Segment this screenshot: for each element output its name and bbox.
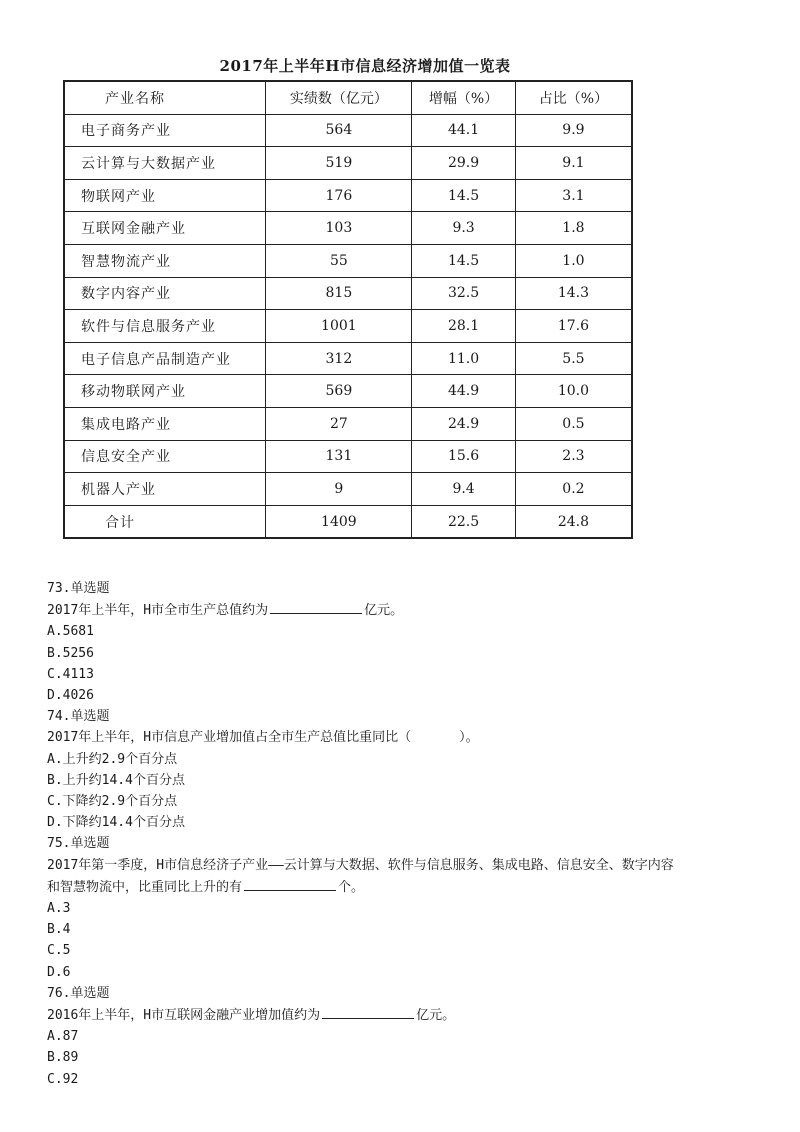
- cell-share: 0.5: [515, 407, 632, 440]
- option-b[interactable]: B.89: [47, 1050, 79, 1066]
- option-d[interactable]: D.6: [47, 964, 71, 980]
- table-row: [64, 212, 632, 245]
- table-row: [64, 473, 632, 506]
- cell-share: 9.1: [515, 147, 632, 180]
- cell-growth: 29.9: [412, 147, 516, 180]
- option-a[interactable]: A.上升约2.9个百分点: [47, 751, 178, 767]
- table-title: 2017年上半年H市信息经济增加值一览表: [219, 57, 511, 75]
- cell-growth: 28.1: [412, 310, 516, 343]
- cell-industry-name: 电子信息产品制造产业: [64, 342, 266, 375]
- cell-industry-name: 合计: [64, 505, 266, 538]
- cell-value: 1409: [266, 505, 412, 538]
- option-a[interactable]: A.87: [47, 1029, 79, 1045]
- option-b[interactable]: B.上升约14.4个百分点: [47, 772, 185, 788]
- cell-industry-name: 数字内容产业: [64, 277, 266, 310]
- cell-share: 0.2: [515, 473, 632, 506]
- cell-growth: 24.9: [412, 407, 516, 440]
- cell-growth: 9.4: [412, 473, 516, 506]
- cell-industry-name: 智慧物流产业: [64, 244, 266, 277]
- cell-value: 564: [266, 114, 412, 147]
- cell-value: 131: [266, 440, 412, 473]
- cell-share: 3.1: [515, 179, 632, 212]
- cell-share: 1.0: [515, 244, 632, 277]
- cell-value: 312: [266, 342, 412, 375]
- cell-value: 569: [266, 375, 412, 408]
- question-number: 75.单选题: [47, 836, 110, 852]
- answer-blank[interactable]: [322, 1004, 414, 1019]
- option-c[interactable]: C.下降约2.9个百分点: [47, 794, 178, 810]
- question-list: [47, 578, 747, 1090]
- cell-industry-name: 云计算与大数据产业: [64, 147, 266, 180]
- question-stem: 2017年上半年，H市全市生产总值约为 亿元。: [47, 599, 747, 621]
- table-row: [64, 310, 632, 343]
- cell-industry-name: 信息安全产业: [64, 440, 266, 473]
- cell-value: 103: [266, 212, 412, 245]
- table-row: [64, 147, 632, 180]
- table-row: [64, 375, 632, 408]
- cell-growth: 32.5: [412, 277, 516, 310]
- cell-industry-name: 机器人产业: [64, 473, 266, 506]
- cell-industry-name: 电子商务产业: [64, 114, 266, 147]
- cell-growth: 44.1: [412, 114, 516, 147]
- cell-growth: 14.5: [412, 244, 516, 277]
- cell-share: 14.3: [515, 277, 632, 310]
- table-row: [64, 244, 632, 277]
- cell-value: 176: [266, 179, 412, 212]
- table-row: [64, 277, 632, 310]
- cell-share: 2.3: [515, 440, 632, 473]
- cell-share: 1.8: [515, 212, 632, 245]
- column-header-share: 占比（%）: [515, 81, 632, 114]
- table-row: [64, 114, 632, 147]
- question-number: 74.单选题: [47, 709, 110, 725]
- column-header-industry: 产业名称: [64, 81, 266, 114]
- cell-growth: 14.5: [412, 179, 516, 212]
- column-header-growth: 增幅（%）: [412, 81, 516, 114]
- table-row: [64, 179, 632, 212]
- cell-value: 519: [266, 147, 412, 180]
- cell-growth: 15.6: [412, 440, 516, 473]
- option-c[interactable]: C.92: [47, 1071, 79, 1087]
- table-row: [64, 342, 632, 375]
- option-a[interactable]: A.3: [47, 901, 71, 917]
- option-c[interactable]: C.5: [47, 943, 71, 959]
- option-d[interactable]: D.4026: [47, 688, 94, 704]
- cell-value: 27: [266, 407, 412, 440]
- answer-blank[interactable]: [244, 876, 336, 891]
- table-header-row: [64, 81, 632, 114]
- cell-industry-name: 集成电路产业: [64, 407, 266, 440]
- cell-share: 17.6: [515, 310, 632, 343]
- cell-share: 10.0: [515, 375, 632, 408]
- cell-growth: 22.5: [412, 505, 516, 538]
- cell-industry-name: 移动物联网产业: [64, 375, 266, 408]
- cell-value: 815: [266, 277, 412, 310]
- option-a[interactable]: A.5681: [47, 624, 94, 640]
- table-row: [64, 407, 632, 440]
- answer-blank[interactable]: [270, 599, 362, 614]
- question-stem: 2017年第一季度，H市信息经济子产业——云计算与大数据、软件与信息服务、集成电路、信息安全、数字内容: [47, 857, 674, 873]
- cell-growth: 11.0: [412, 342, 516, 375]
- option-d[interactable]: D.下降约14.4个百分点: [47, 815, 185, 831]
- cell-share: 24.8: [515, 505, 632, 538]
- data-table: [63, 80, 633, 539]
- cell-industry-name: 互联网金融产业: [64, 212, 266, 245]
- question-stem: 2016年上半年，H市互联网金融产业增加值约为 亿元。: [47, 1004, 747, 1026]
- question-number: 76.单选题: [47, 985, 110, 1001]
- table-total-row: [64, 505, 632, 538]
- question-stem: 2017年上半年，H市信息产业增加值占全市生产总值比重同比（ ）。: [47, 730, 479, 746]
- cell-growth: 9.3: [412, 212, 516, 245]
- cell-value: 55: [266, 244, 412, 277]
- cell-growth: 44.9: [412, 375, 516, 408]
- option-b[interactable]: B.5256: [47, 645, 94, 661]
- cell-industry-name: 软件与信息服务产业: [64, 310, 266, 343]
- question-stem-continued: 和智慧物流中，比重同比上升的有 个。: [47, 876, 747, 898]
- cell-share: 9.9: [515, 114, 632, 147]
- cell-value: 9: [266, 473, 412, 506]
- cell-share: 5.5: [515, 342, 632, 375]
- option-b[interactable]: B.4: [47, 922, 71, 938]
- option-c[interactable]: C.4113: [47, 666, 94, 682]
- table-row: [64, 440, 632, 473]
- question-number: 73.单选题: [47, 581, 110, 596]
- column-header-value: 实绩数（亿元）: [266, 81, 412, 114]
- cell-value: 1001: [266, 310, 412, 343]
- cell-industry-name: 物联网产业: [64, 179, 266, 212]
